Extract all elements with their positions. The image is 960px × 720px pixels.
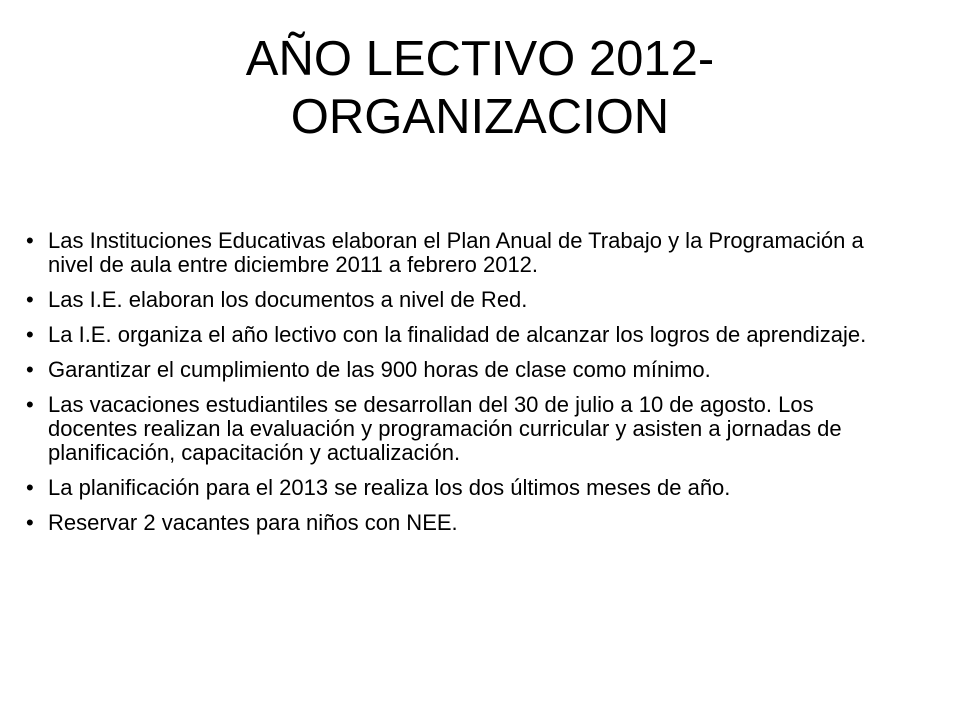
bullet-text: Las vacaciones estudiantiles se desarrollan del 30 de julio a 10 de agosto. Los docentes realizan la evaluación y programación curricular y asisten a jornadas de planificación, capacitación y actualización. (48, 392, 842, 465)
bullet-item-1 (26, 229, 896, 277)
bullet-list (26, 229, 896, 546)
bullet-dot-icon: • (26, 475, 34, 500)
bullet-item-7 (26, 511, 896, 535)
bullet-item-4 (26, 358, 896, 382)
bullet-item-3 (26, 323, 896, 347)
bullet-text: Reservar 2 vacantes para niños con NEE. (48, 510, 458, 535)
bullet-dot-icon: • (26, 392, 34, 417)
bullet-text: Las Instituciones Educativas elaboran el Plan Anual de Trabajo y la Programación a nivel de aula entre diciembre 2011 a febrero 2012. (48, 228, 864, 277)
bullet-dot-icon: • (26, 228, 34, 253)
bullet-item-5 (26, 393, 896, 465)
bullet-dot-icon: • (26, 322, 34, 347)
bullet-text: Garantizar el cumplimiento de las 900 horas de clase como mínimo. (48, 357, 711, 382)
bullet-text: La planificación para el 2013 se realiza los dos últimos meses de año. (48, 475, 731, 500)
slide-title (60, 30, 900, 146)
slide-title-line-2: ORGANIZACION (290, 90, 670, 144)
bullet-dot-icon: • (26, 357, 34, 382)
bullet-text: La I.E. organiza el año lectivo con la finalidad de alcanzar los logros de aprendizaje. (48, 322, 867, 347)
bullet-item-2 (26, 288, 896, 312)
slide-title-line-1: AÑO LECTIVO 2012- (245, 32, 715, 86)
bullet-dot-icon: • (26, 510, 34, 535)
bullet-item-6 (26, 476, 896, 500)
bullet-dot-icon: • (26, 287, 34, 312)
bullet-text: Las I.E. elaboran los documentos a nivel de Red. (48, 287, 528, 312)
